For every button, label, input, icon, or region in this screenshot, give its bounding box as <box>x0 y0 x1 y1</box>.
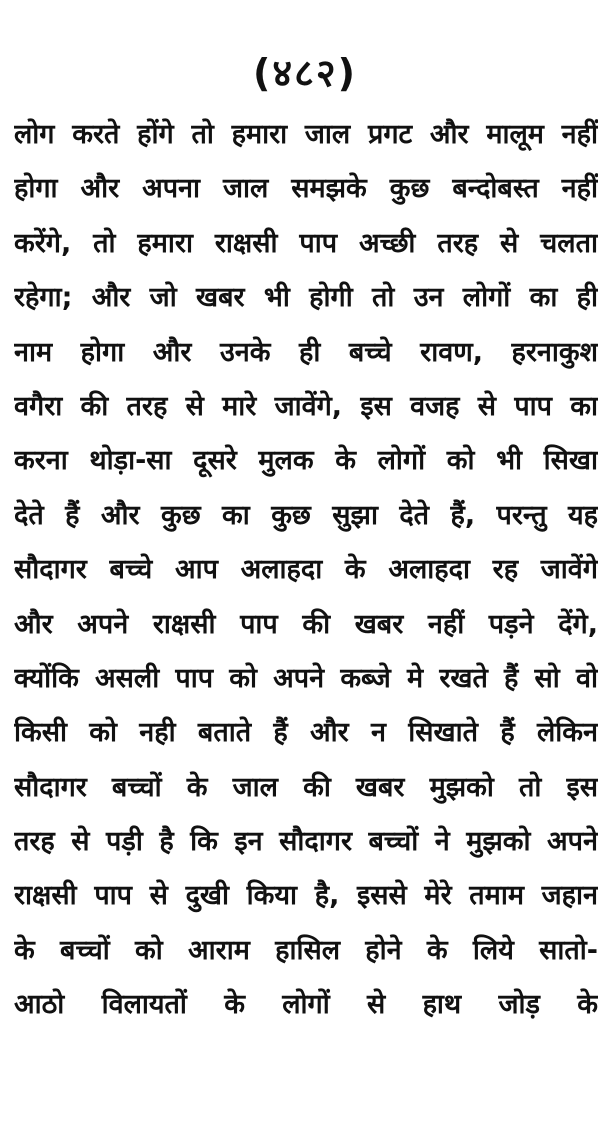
text-line: क्योंकि असली पाप को अपने कब्जे मे रखते हैं सो वो <box>14 662 598 694</box>
text-line: नाम होगा और उनके ही बच्चे रावण, हरनाकुश <box>14 336 598 368</box>
page-number: (४८२) <box>252 51 357 95</box>
body-text <box>14 108 598 1033</box>
text-line: आठो विलायतों के लोगों से हाथ जोड़ के <box>14 989 598 1021</box>
text-line: सौदागर बच्चे आप अलाहदा के अलाहदा रह जावेंगे <box>14 554 598 586</box>
text-line: वगैरा की तरह से मारे जावेंगे, इस वजह से पाप का <box>14 390 598 422</box>
text-line: करेंगे, तो हमारा राक्षसी पाप अच्छी तरह से चलता <box>14 227 598 259</box>
text-line: लोग करते होंगे तो हमारा जाल प्रगट और मालूम नहीं <box>14 119 598 150</box>
text-line: करना थोड़ा-सा दूसरे मुलक के लोगों को भी सिखा <box>14 445 598 477</box>
text-line: रहेगा; और जो खबर भी होगी तो उन लोगों का ही <box>14 282 598 314</box>
text-line: और अपने राक्षसी पाप की खबर नहीं पड़ने देंगे, <box>14 608 598 640</box>
text-line: तरह से पड़ी है कि इन सौदागर बच्चों ने मुझको अपने <box>14 826 598 858</box>
text-line: राक्षसी पाप से दुखी किया है, इससे मेरे तमाम जहान <box>14 880 598 912</box>
text-line: होगा और अपना जाल समझके कुछ बन्दोबस्त नहीं <box>14 173 598 205</box>
text-line: किसी को नही बताते हैं और न सिखाते हैं लेकिन <box>14 717 598 749</box>
text-line: देते हैं और कुछ का कुछ सुझा देते हैं, परन्तु यह <box>14 499 598 531</box>
text-line: के बच्चों को आराम हासिल होने के लिये सातो- <box>14 934 598 966</box>
text-line: सौदागर बच्चों के जाल की खबर मुझको तो इस <box>14 771 598 803</box>
